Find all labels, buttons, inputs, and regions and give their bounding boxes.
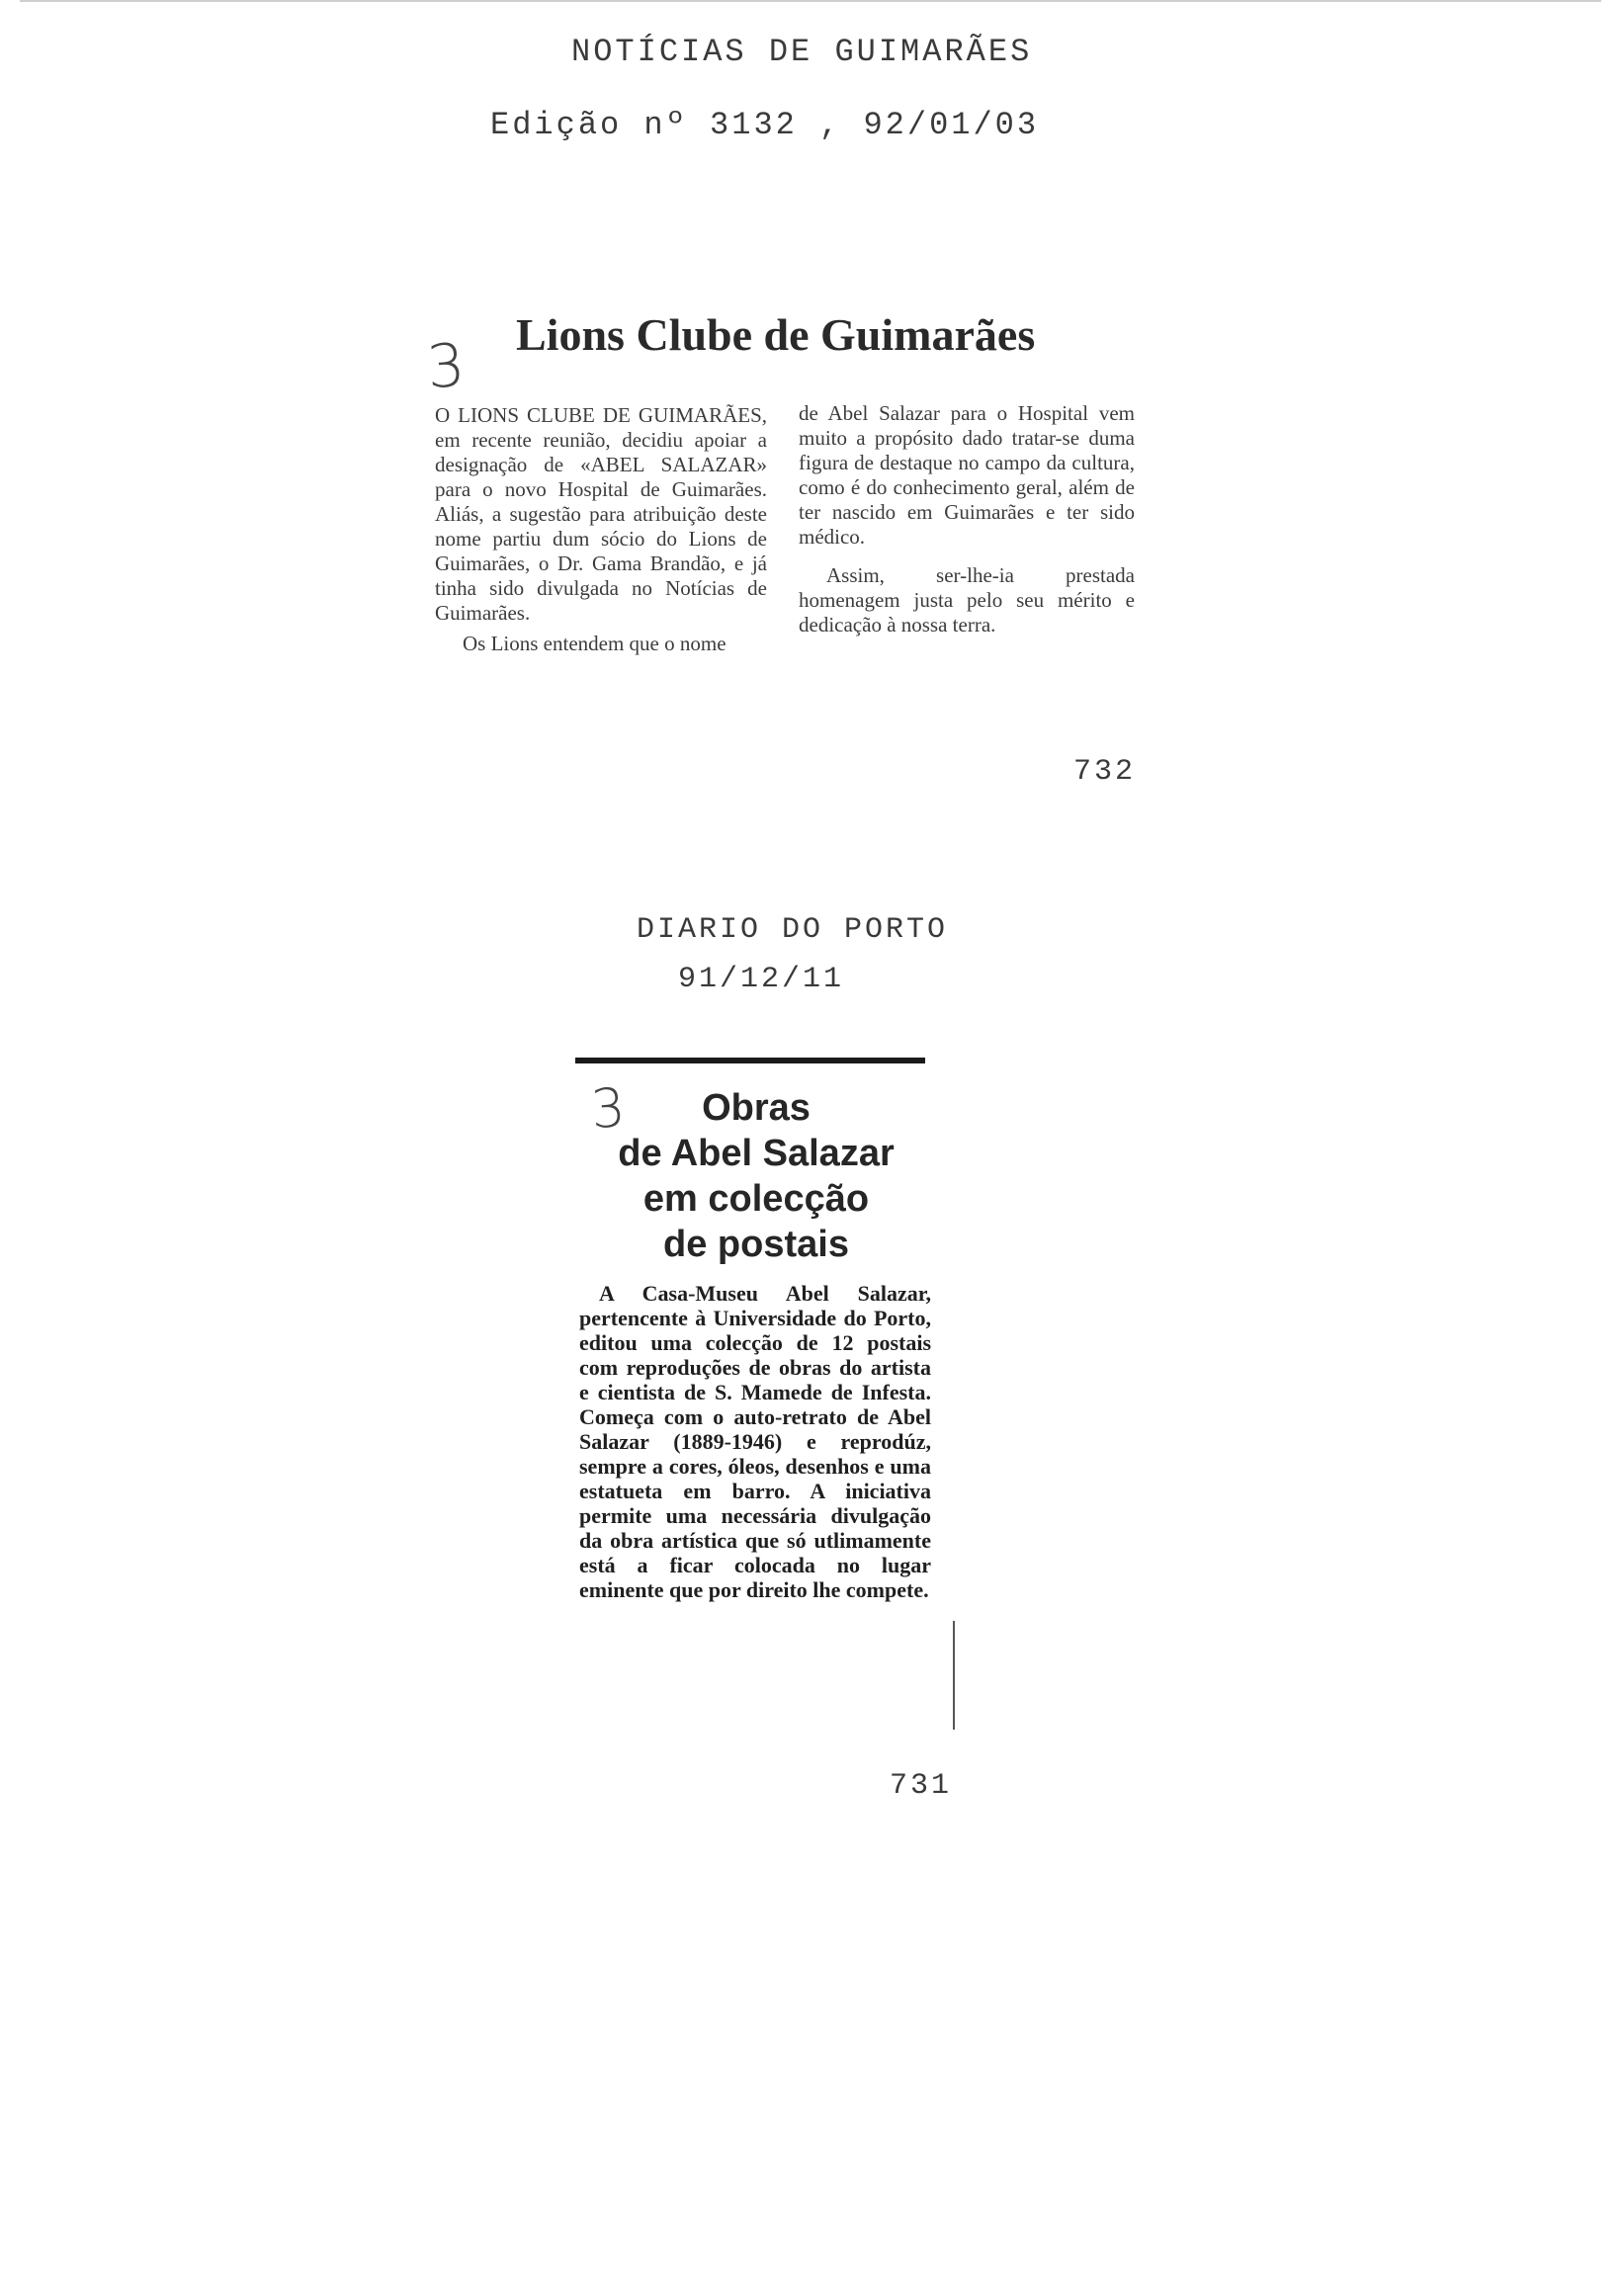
clip1-column-left [435,403,767,656]
clip2-handwritten-mark: 3 [588,1075,628,1142]
clip2-date-label: 91/12/11 [678,963,845,996]
clip1-col2-paragraph-2: Assim, ser-lhe-ia prestada homenagem justa pelo seu mérito e dedicação à nossa terra. [799,563,1135,637]
clip2-headline-line-1: Obras [702,1087,811,1129]
clip1-col1-paragraph-2: Os Lions entendem que o nome [463,632,727,655]
clip2-page-number: 731 [890,1769,953,1803]
clip2-edge-mark [953,1621,955,1730]
clip1-col1-paragraph-1: O LIONS CLUBE DE GUIMARÃES, em recente reunião, decidiu apoiar a designação de «ABEL SALAZAR» para o novo Hospital de Guimarães. Aliás, a sugestão para atribuição deste nome partiu dum sócio do Lions de Guimarães, o Dr. Gama Brandão, e já tinha sido divulgada no Notícias de Guimarães. [435,403,767,625]
scan-top-edge [20,0,1601,2]
clip2-body-paragraph: A Casa-Museu Abel Salazar, pertencente à Universidade do Porto, editou uma colecção de 12 postais com reproduções de obras do artista e cientista de S. Mamede de Infesta. Começa com o auto-retrato de Abel Salazar (1889-1946) e reprodúz, sempre a cores, óleos, desenhos e uma estatueta em barro. A iniciativa permite uma necessária divulgação da obra artística que só utlimamente está a ficar colocada no lugar eminente que por direito lhe compete. [579,1281,931,1602]
clip1-headline: Lions Clube de Guimarães [516,309,1036,360]
clip1-col2-paragraph-1: de Abel Salazar para o Hospital vem muito a propósito dado tratar-se duma figura de destaque no campo da cultura, como é do conhecimento geral, além de ter nascido em Guimarães e ter sido médico. [799,401,1135,549]
clip1-edition-label: Edição nº 3132 , 92/01/03 [490,107,1040,143]
clip1-column-right [799,401,1135,637]
clip2-source-label: DIARIO DO PORTO [637,913,949,947]
clip2-headline-line-4: de postais [663,1224,849,1265]
clip2-top-rule [575,1058,925,1063]
clip1-handwritten-mark: 3 [424,330,468,403]
clip2-headline [563,1085,949,1267]
clip2-body [579,1281,931,1602]
clip2-headline-line-2: de Abel Salazar [618,1133,895,1174]
clip2-headline-line-3: em colecção [642,1178,870,1220]
clip1-page-number: 732 [1073,755,1137,789]
clip1-source-label: NOTÍCIAS DE GUIMARÃES [571,34,1033,70]
